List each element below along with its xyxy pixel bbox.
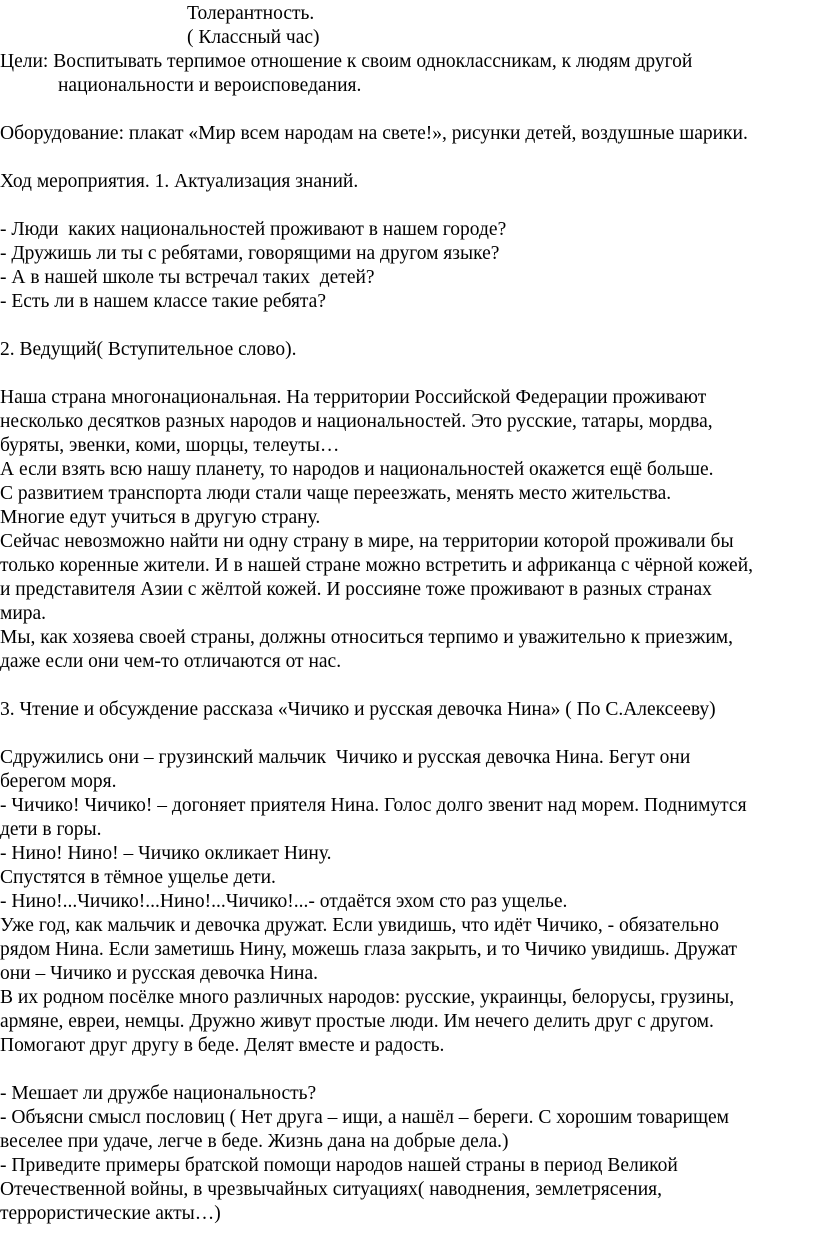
discussion-line: террористические акты…) (0, 1203, 221, 1224)
section-2-text-line: Наша страна многонациональная. На территории Российской Федерации проживают (0, 387, 707, 408)
story-line: Сдружились они – грузинский мальчик Чичико и русская девочка Нина. Бегут они (0, 747, 691, 768)
story-line: армяне, евреи, немцы. Дружно живут простые люди. Им нечего делить друг с другом. (0, 1011, 714, 1032)
story-line: Спустятся в тёмное ущелье дети. (0, 867, 276, 888)
question-line: - Дружишь ли ты с ребятами, говорящими на другом языке? (0, 243, 500, 264)
story-line: - Чичико! Чичико! – догоняет приятеля Нина. Голос долго звенит над морем. Поднимутся (0, 795, 747, 816)
story-line: берегом моря. (0, 771, 117, 792)
story-line: Уже год, как мальчик и девочка дружат. Если увидишь, что идёт Чичико, - обязательно (0, 915, 720, 936)
document-title: Толерантность. (187, 3, 315, 24)
story-line: дети в горы. (0, 819, 102, 840)
question-line: - Есть ли в нашем классе такие ребята? (0, 291, 326, 312)
goals-line-2: национальности и вероисповедания. (58, 75, 362, 96)
equipment-line: Оборудование: плакат «Мир всем народам на свете!», рисунки детей, воздушные шарики. (0, 123, 748, 144)
course-heading: Ход мероприятия. 1. Актуализация знаний. (0, 171, 359, 192)
discussion-line: - Приведите примеры братской помощи народов нашей страны в период Великой (0, 1155, 678, 1176)
section-2-text-line: Мы, как хозяева своей страны, должны относиться терпимо и уважительно к приезжим, (0, 627, 733, 648)
discussion-line: Отечественной войны, в чрезвычайных ситуациях( наводнения, землетрясения, (0, 1179, 662, 1200)
section-2-text-line: Многие едут учиться в другую страну. (0, 507, 321, 528)
goals-line-1: Цели: Воспитывать терпимое отношение к своим одноклассникам, к людям другой (0, 51, 693, 72)
question-line: - А в нашей школе ты встречал таких детей? (0, 267, 375, 288)
section-2-text-line: С развитием транспорта люди стали чаще переезжать, менять место жительства. (0, 483, 672, 504)
story-line: они – Чичико и русская девочка Нина. (0, 963, 319, 984)
story-line: В их родном посёлке много различных народов: русские, украинцы, белорусы, грузины, (0, 987, 735, 1008)
section-2-text-line: А если взять всю нашу планету, то народов и национальностей окажется ещё больше. (0, 459, 714, 480)
section-2-text-line: буряты, эвенки, коми, шорцы, телеуты… (0, 435, 340, 456)
question-line: - Люди каких национальностей проживают в нашем городе? (0, 219, 507, 240)
story-line: - Нино! Нино! – Чичико окликает Нину. (0, 843, 332, 864)
document-subtitle: ( Классный час) (187, 27, 320, 48)
section-2-heading: 2. Ведущий( Вступительное слово). (0, 339, 297, 360)
discussion-line: веселее при удаче, легче в беде. Жизнь дана на добрые дела.) (0, 1131, 509, 1152)
story-line: Помогают друг другу в беде. Делят вместе и радость. (0, 1035, 445, 1056)
story-line: - Нино!...Чичико!...Нино!...Чичико!...- отдаётся эхом сто раз ущелье. (0, 891, 568, 912)
section-2-text-line: и представителя Азии с жёлтой кожей. И россияне тоже проживают в разных странах (0, 579, 712, 600)
section-2-text-line: только коренные жители. И в нашей стране можно встретить и африканца с чёрной кожей, (0, 555, 754, 576)
discussion-line: - Мешает ли дружбе национальность? (0, 1083, 317, 1104)
section-2-text-line: даже если они чем-то отличаются от нас. (0, 651, 342, 672)
discussion-line: - Объясни смысл пословиц ( Нет друга – ищи, а нашёл – береги. С хорошим товарищем (0, 1107, 729, 1128)
section-2-text-line: мира. (0, 603, 47, 624)
story-line: рядом Нина. Если заметишь Нину, можешь глаза закрыть, и то Чичико увидишь. Дружат (0, 939, 738, 960)
section-3-heading: 3. Чтение и обсуждение рассказа «Чичико и русская девочка Нина» ( По С.Алексееву) (0, 699, 716, 720)
section-2-text-line: несколько десятков разных народов и национальностей. Это русские, татары, мордва, (0, 411, 713, 432)
section-2-text-line: Сейчас невозможно найти ни одну страну в мире, на территории которой проживали бы (0, 531, 734, 552)
